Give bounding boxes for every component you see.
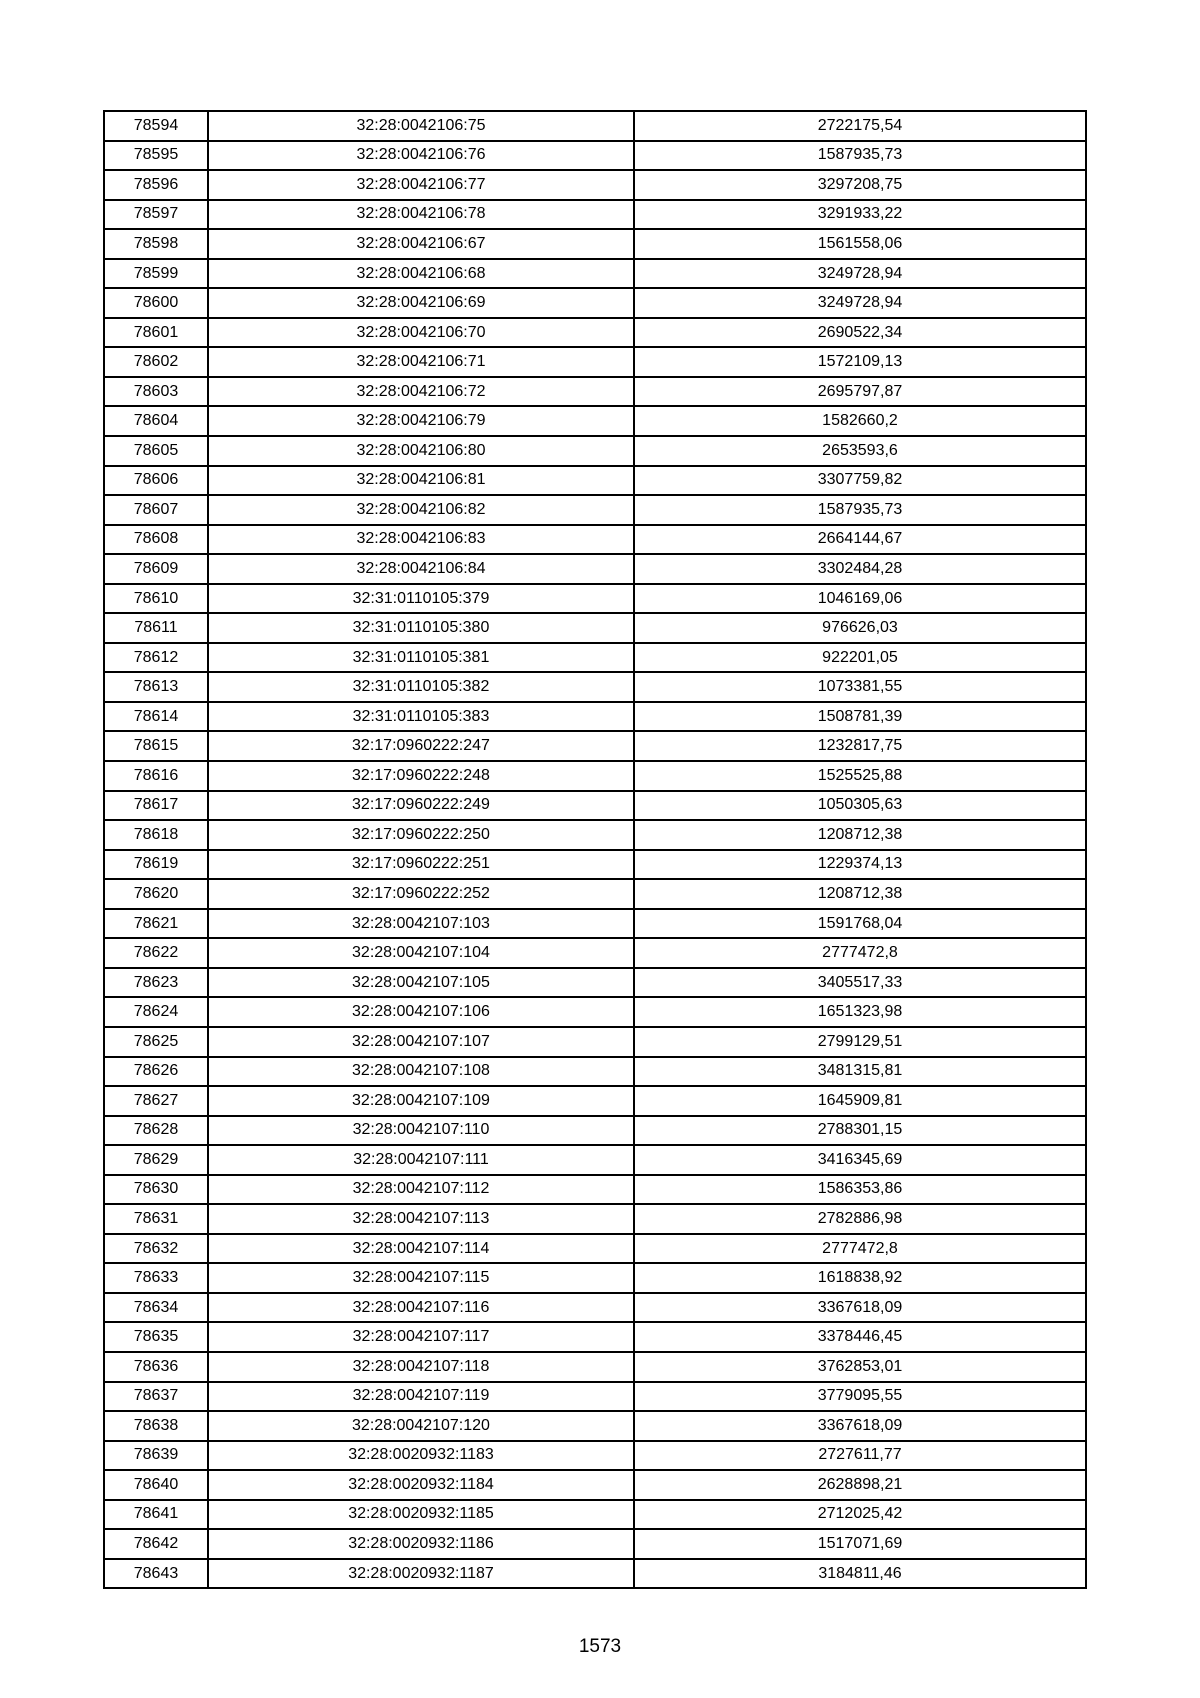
cadastral-number-cell: 32:17:0960222:251 xyxy=(208,850,634,880)
cadastral-value-cell: 1229374,13 xyxy=(634,850,1086,880)
table-row xyxy=(104,1057,1086,1087)
row-number-cell: 78633 xyxy=(104,1263,208,1293)
cadastral-number-cell: 32:28:0042107:116 xyxy=(208,1293,634,1323)
page-number: 1573 xyxy=(578,1636,622,1657)
row-number-cell: 78643 xyxy=(104,1559,208,1589)
table-row xyxy=(104,938,1086,968)
cadastral-value-cell: 3249728,94 xyxy=(634,288,1086,318)
table-row xyxy=(104,1322,1086,1352)
cadastral-number-cell: 32:28:0042106:68 xyxy=(208,259,634,289)
row-number-cell: 78625 xyxy=(104,1027,208,1057)
row-number-cell: 78614 xyxy=(104,702,208,732)
cadastral-number-cell: 32:28:0042106:78 xyxy=(208,200,634,230)
cadastral-value-cell: 1050305,63 xyxy=(634,791,1086,821)
table-row xyxy=(104,288,1086,318)
table-row xyxy=(104,229,1086,259)
cadastral-value-cell: 1586353,86 xyxy=(634,1175,1086,1205)
row-number-cell: 78619 xyxy=(104,850,208,880)
cadastral-number-cell: 32:31:0110105:382 xyxy=(208,672,634,702)
cadastral-number-cell: 32:28:0020932:1187 xyxy=(208,1559,634,1589)
cadastral-value-cell: 1208712,38 xyxy=(634,820,1086,850)
cadastral-number-cell: 32:17:0960222:247 xyxy=(208,731,634,761)
cadastral-number-cell: 32:28:0042106:69 xyxy=(208,288,634,318)
row-number-cell: 78629 xyxy=(104,1145,208,1175)
cadastral-value-cell: 2653593,6 xyxy=(634,436,1086,466)
row-number-cell: 78594 xyxy=(104,111,208,141)
cadastral-value-cell: 2799129,51 xyxy=(634,1027,1086,1057)
row-number-cell: 78627 xyxy=(104,1086,208,1116)
cadastral-value-cell: 2782886,98 xyxy=(634,1204,1086,1234)
table-row xyxy=(104,1293,1086,1323)
row-number-cell: 78634 xyxy=(104,1293,208,1323)
table-row xyxy=(104,761,1086,791)
cadastral-number-cell: 32:28:0042106:83 xyxy=(208,525,634,555)
table-row xyxy=(104,1382,1086,1412)
table-row xyxy=(104,702,1086,732)
cadastral-number-cell: 32:28:0042107:103 xyxy=(208,909,634,939)
cadastral-number-cell: 32:28:0042106:84 xyxy=(208,554,634,584)
row-number-cell: 78623 xyxy=(104,968,208,998)
table-row xyxy=(104,731,1086,761)
row-number-cell: 78642 xyxy=(104,1529,208,1559)
table-row xyxy=(104,1263,1086,1293)
table-body xyxy=(104,111,1086,1588)
cadastral-value-cell: 2695797,87 xyxy=(634,377,1086,407)
row-number-cell: 78640 xyxy=(104,1470,208,1500)
cadastral-value-cell: 1525525,88 xyxy=(634,761,1086,791)
cadastral-value-cell: 1561558,06 xyxy=(634,229,1086,259)
row-number-cell: 78600 xyxy=(104,288,208,318)
row-number-cell: 78598 xyxy=(104,229,208,259)
cadastral-value-cell: 2727611,77 xyxy=(634,1441,1086,1471)
row-number-cell: 78595 xyxy=(104,141,208,171)
cadastral-value-cell: 2788301,15 xyxy=(634,1116,1086,1146)
cadastral-value-cell: 3297208,75 xyxy=(634,170,1086,200)
cadastral-number-cell: 32:28:0042107:115 xyxy=(208,1263,634,1293)
row-number-cell: 78615 xyxy=(104,731,208,761)
row-number-cell: 78604 xyxy=(104,406,208,436)
cadastral-value-cell: 922201,05 xyxy=(634,643,1086,673)
cadastral-number-cell: 32:28:0042106:77 xyxy=(208,170,634,200)
cadastral-number-cell: 32:28:0042107:107 xyxy=(208,1027,634,1057)
cadastral-number-cell: 32:28:0042107:113 xyxy=(208,1204,634,1234)
row-number-cell: 78632 xyxy=(104,1234,208,1264)
cadastral-number-cell: 32:31:0110105:381 xyxy=(208,643,634,673)
cadastral-number-cell: 32:28:0042106:76 xyxy=(208,141,634,171)
table-row xyxy=(104,436,1086,466)
table-row xyxy=(104,613,1086,643)
cadastral-value-cell: 1587935,73 xyxy=(634,141,1086,171)
cadastral-number-cell: 32:28:0042107:114 xyxy=(208,1234,634,1264)
table-row xyxy=(104,1086,1086,1116)
cadastral-value-cell: 3367618,09 xyxy=(634,1411,1086,1441)
cadastral-value-cell: 3249728,94 xyxy=(634,259,1086,289)
cadastral-number-cell: 32:17:0960222:250 xyxy=(208,820,634,850)
row-number-cell: 78637 xyxy=(104,1382,208,1412)
table-row xyxy=(104,1411,1086,1441)
table-row xyxy=(104,377,1086,407)
cadastral-number-cell: 32:17:0960222:252 xyxy=(208,879,634,909)
cadastral-number-cell: 32:28:0042106:72 xyxy=(208,377,634,407)
cadastral-number-cell: 32:28:0042106:75 xyxy=(208,111,634,141)
cadastral-number-cell: 32:28:0042107:105 xyxy=(208,968,634,998)
cadastral-number-cell: 32:31:0110105:380 xyxy=(208,613,634,643)
row-number-cell: 78599 xyxy=(104,259,208,289)
cadastral-value-cell: 2690522,34 xyxy=(634,318,1086,348)
table-row xyxy=(104,525,1086,555)
row-number-cell: 78606 xyxy=(104,466,208,496)
cadastral-number-cell: 32:28:0042107:117 xyxy=(208,1322,634,1352)
table-row xyxy=(104,791,1086,821)
row-number-cell: 78611 xyxy=(104,613,208,643)
cadastral-number-cell: 32:28:0042106:79 xyxy=(208,406,634,436)
cadastral-number-cell: 32:28:0042107:119 xyxy=(208,1382,634,1412)
cadastral-value-cell: 1645909,81 xyxy=(634,1086,1086,1116)
row-number-cell: 78602 xyxy=(104,347,208,377)
table-row xyxy=(104,997,1086,1027)
cadastral-number-cell: 32:28:0042106:82 xyxy=(208,495,634,525)
cadastral-value-cell: 3779095,55 xyxy=(634,1382,1086,1412)
cadastral-value-cell: 1618838,92 xyxy=(634,1263,1086,1293)
table-row xyxy=(104,968,1086,998)
cadastral-number-cell: 32:28:0020932:1185 xyxy=(208,1500,634,1530)
cadastral-number-cell: 32:17:0960222:249 xyxy=(208,791,634,821)
cadastral-number-cell: 32:28:0042106:81 xyxy=(208,466,634,496)
table-row xyxy=(104,584,1086,614)
cadastral-number-cell: 32:28:0020932:1186 xyxy=(208,1529,634,1559)
table-row xyxy=(104,1234,1086,1264)
row-number-cell: 78609 xyxy=(104,554,208,584)
table-row xyxy=(104,820,1086,850)
table-row xyxy=(104,1145,1086,1175)
table-row xyxy=(104,643,1086,673)
table-row xyxy=(104,466,1086,496)
cadastral-value-cell: 976626,03 xyxy=(634,613,1086,643)
table-row xyxy=(104,1175,1086,1205)
cadastral-value-cell: 2722175,54 xyxy=(634,111,1086,141)
table-row xyxy=(104,141,1086,171)
cadastral-number-cell: 32:31:0110105:383 xyxy=(208,702,634,732)
cadastral-value-cell: 1572109,13 xyxy=(634,347,1086,377)
cadastral-value-cell: 3481315,81 xyxy=(634,1057,1086,1087)
cadastral-value-cell: 1587935,73 xyxy=(634,495,1086,525)
cadastral-value-cell: 3405517,33 xyxy=(634,968,1086,998)
row-number-cell: 78610 xyxy=(104,584,208,614)
cadastral-value-cell: 1591768,04 xyxy=(634,909,1086,939)
cadastral-number-cell: 32:17:0960222:248 xyxy=(208,761,634,791)
table-row xyxy=(104,554,1086,584)
row-number-cell: 78624 xyxy=(104,997,208,1027)
table-row xyxy=(104,406,1086,436)
row-number-cell: 78622 xyxy=(104,938,208,968)
row-number-cell: 78620 xyxy=(104,879,208,909)
row-number-cell: 78605 xyxy=(104,436,208,466)
row-number-cell: 78636 xyxy=(104,1352,208,1382)
table-row xyxy=(104,1027,1086,1057)
table-row xyxy=(104,259,1086,289)
table-row xyxy=(104,672,1086,702)
row-number-cell: 78641 xyxy=(104,1500,208,1530)
table-row xyxy=(104,1500,1086,1530)
row-number-cell: 78616 xyxy=(104,761,208,791)
row-number-cell: 78612 xyxy=(104,643,208,673)
table-row xyxy=(104,1352,1086,1382)
row-number-cell: 78601 xyxy=(104,318,208,348)
cadastral-number-cell: 32:28:0042107:109 xyxy=(208,1086,634,1116)
cadastral-number-cell: 32:31:0110105:379 xyxy=(208,584,634,614)
table-row xyxy=(104,879,1086,909)
cadastral-number-cell: 32:28:0042106:80 xyxy=(208,436,634,466)
cadastral-number-cell: 32:28:0042107:108 xyxy=(208,1057,634,1087)
row-number-cell: 78621 xyxy=(104,909,208,939)
cadastral-value-table xyxy=(103,110,1087,1589)
cadastral-number-cell: 32:28:0042107:104 xyxy=(208,938,634,968)
table-row xyxy=(104,111,1086,141)
cadastral-number-cell: 32:28:0042107:120 xyxy=(208,1411,634,1441)
row-number-cell: 78628 xyxy=(104,1116,208,1146)
cadastral-number-cell: 32:28:0020932:1183 xyxy=(208,1441,634,1471)
cadastral-value-cell: 2777472,8 xyxy=(634,938,1086,968)
cadastral-number-cell: 32:28:0042107:118 xyxy=(208,1352,634,1382)
table-row xyxy=(104,1116,1086,1146)
row-number-cell: 78631 xyxy=(104,1204,208,1234)
cadastral-value-cell: 3302484,28 xyxy=(634,554,1086,584)
cadastral-value-cell: 1508781,39 xyxy=(634,702,1086,732)
cadastral-number-cell: 32:28:0042107:110 xyxy=(208,1116,634,1146)
cadastral-value-cell: 1073381,55 xyxy=(634,672,1086,702)
row-number-cell: 78607 xyxy=(104,495,208,525)
cadastral-value-cell: 3184811,46 xyxy=(634,1559,1086,1589)
cadastral-value-cell: 3416345,69 xyxy=(634,1145,1086,1175)
cadastral-value-cell: 2712025,42 xyxy=(634,1500,1086,1530)
cadastral-value-cell: 1046169,06 xyxy=(634,584,1086,614)
cadastral-value-cell: 3378446,45 xyxy=(634,1322,1086,1352)
cadastral-value-cell: 1517071,69 xyxy=(634,1529,1086,1559)
table-row xyxy=(104,495,1086,525)
row-number-cell: 78597 xyxy=(104,200,208,230)
cadastral-value-cell: 2777472,8 xyxy=(634,1234,1086,1264)
row-number-cell: 78630 xyxy=(104,1175,208,1205)
cadastral-value-cell: 3367618,09 xyxy=(634,1293,1086,1323)
row-number-cell: 78626 xyxy=(104,1057,208,1087)
cadastral-value-cell: 3307759,82 xyxy=(634,466,1086,496)
table-row xyxy=(104,850,1086,880)
cadastral-value-cell: 3762853,01 xyxy=(634,1352,1086,1382)
cadastral-value-cell: 1651323,98 xyxy=(634,997,1086,1027)
row-number-cell: 78603 xyxy=(104,377,208,407)
table-row xyxy=(104,1470,1086,1500)
table-row xyxy=(104,347,1086,377)
cadastral-number-cell: 32:28:0042106:67 xyxy=(208,229,634,259)
row-number-cell: 78635 xyxy=(104,1322,208,1352)
cadastral-number-cell: 32:28:0042107:112 xyxy=(208,1175,634,1205)
table-row xyxy=(104,1441,1086,1471)
row-number-cell: 78618 xyxy=(104,820,208,850)
table-row xyxy=(104,200,1086,230)
cadastral-value-cell: 1232817,75 xyxy=(634,731,1086,761)
row-number-cell: 78613 xyxy=(104,672,208,702)
table-row xyxy=(104,1204,1086,1234)
cadastral-value-cell: 2628898,21 xyxy=(634,1470,1086,1500)
table-row xyxy=(104,1559,1086,1589)
row-number-cell: 78596 xyxy=(104,170,208,200)
row-number-cell: 78639 xyxy=(104,1441,208,1471)
cadastral-value-cell: 2664144,67 xyxy=(634,525,1086,555)
table-row xyxy=(104,909,1086,939)
cadastral-number-cell: 32:28:0042106:71 xyxy=(208,347,634,377)
cadastral-number-cell: 32:28:0020932:1184 xyxy=(208,1470,634,1500)
table-row xyxy=(104,318,1086,348)
row-number-cell: 78638 xyxy=(104,1411,208,1441)
cadastral-value-cell: 3291933,22 xyxy=(634,200,1086,230)
row-number-cell: 78608 xyxy=(104,525,208,555)
cadastral-number-cell: 32:28:0042106:70 xyxy=(208,318,634,348)
cadastral-value-cell: 1208712,38 xyxy=(634,879,1086,909)
row-number-cell: 78617 xyxy=(104,791,208,821)
cadastral-value-cell: 1582660,2 xyxy=(634,406,1086,436)
cadastral-number-cell: 32:28:0042107:106 xyxy=(208,997,634,1027)
table-row xyxy=(104,170,1086,200)
cadastral-number-cell: 32:28:0042107:111 xyxy=(208,1145,634,1175)
table-row xyxy=(104,1529,1086,1559)
